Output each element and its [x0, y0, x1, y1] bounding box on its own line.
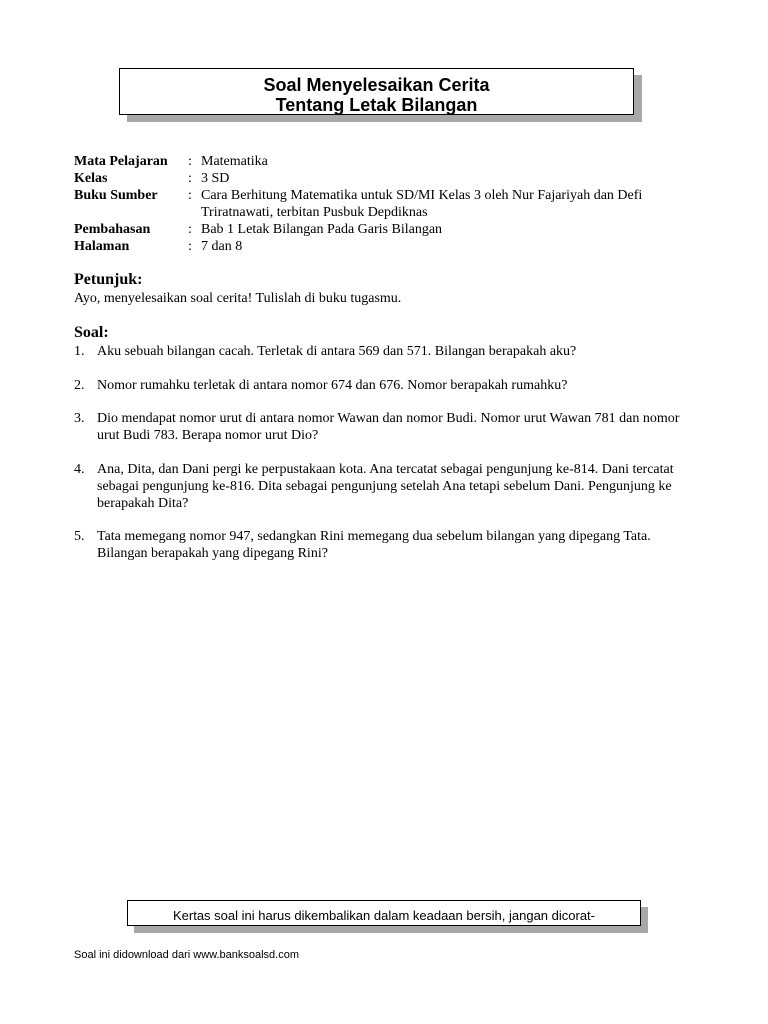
info-row-source-book [74, 187, 714, 221]
info-row-pages [74, 238, 714, 255]
item-text: Tata memegang nomor 947, sedangkan Rini memegang dua sebelum bilangan yang dipegang Tata. Bilangan berapakah yang dipegang Rini? [97, 529, 651, 561]
info-separator: : [188, 222, 192, 237]
list-item [74, 528, 694, 562]
info-value: Matematika [201, 154, 268, 169]
info-value: 7 dan 8 [201, 239, 243, 254]
info-row-subject [74, 153, 714, 170]
item-text: Dio mendapat nomor urut di antara nomor Wawan dan nomor Budi. Nomor urut Wawan 781 dan nomor urut Budi 783. Berapa nomor urut Dio? [97, 411, 680, 443]
info-table [74, 153, 714, 255]
petunjuk-text: Ayo, menyelesaikan soal cerita! Tulislah di buku tugasmu. [74, 291, 402, 306]
info-value: 3 SD [201, 171, 230, 186]
item-text: Ana, Dita, dan Dani pergi ke perpustakaan kota. Ana tercatat sebagai pengunjung ke-814. Dani tercatat sebagai pengunjung ke-816. Dita sebagai pengunjung setelah Ana tetapi sebelum Dani. Pengunjung ke berapakah Dita? [97, 462, 674, 511]
info-separator: : [188, 239, 192, 254]
info-value: Bab 1 Letak Bilangan Pada Garis Bilangan [201, 222, 443, 237]
item-number: 3. [74, 411, 85, 426]
source-line: Soal ini didownload dari www.banksoalsd.com [74, 949, 300, 961]
item-number: 1. [74, 344, 85, 359]
info-value: Cara Berhitung Matematika untuk SD/MI Kelas 3 oleh Nur Fajariyah dan Defi Triratnawati, terbitan Pusbuk Depdiknas [201, 188, 643, 220]
title-box [119, 68, 634, 115]
info-key: Kelas [74, 171, 108, 186]
info-row-topic [74, 221, 714, 238]
item-number: 4. [74, 462, 85, 477]
info-separator: : [188, 154, 192, 169]
info-key: Buku Sumber [74, 188, 158, 203]
list-item [74, 461, 694, 512]
item-number: 2. [74, 378, 85, 393]
item-text: Nomor rumahku terletak di antara nomor 674 dan 676. Nomor berapakah rumahku? [97, 378, 568, 393]
list-item [74, 410, 694, 444]
info-key: Pembahasan [74, 222, 151, 237]
list-item [74, 343, 694, 360]
info-key: Halaman [74, 239, 130, 254]
info-separator: : [188, 171, 192, 186]
item-number: 5. [74, 529, 85, 544]
info-key: Mata Pelajaran [74, 154, 168, 169]
list-item [74, 377, 694, 394]
info-separator: : [188, 188, 192, 203]
title-line-2: Tentang Letak Bilangan [275, 95, 478, 115]
footer-note: Kertas soal ini harus dikembalikan dalam keadaan bersih, jangan dicorat- [172, 908, 596, 923]
footer-note-box [127, 900, 641, 926]
petunjuk-heading: Petunjuk: [74, 271, 143, 288]
title-line-1: Soal Menyelesaikan Cerita [263, 75, 490, 95]
soal-heading: Soal: [74, 324, 109, 341]
item-text: Aku sebuah bilangan cacah. Terletak di antara 569 dan 571. Bilangan berapakah aku? [97, 344, 577, 359]
info-row-class [74, 170, 714, 187]
